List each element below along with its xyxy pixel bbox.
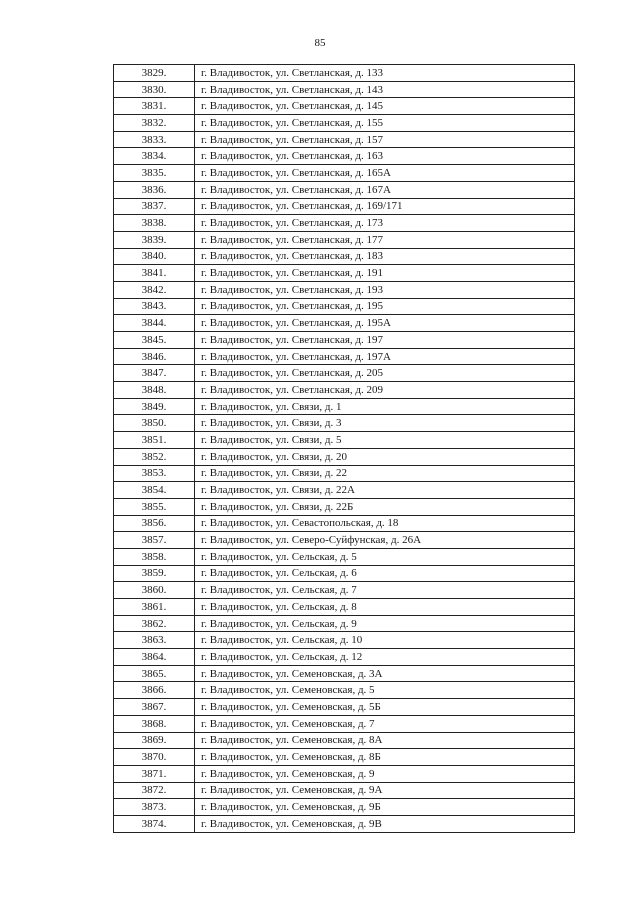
- row-number-cell: 3872.: [114, 782, 195, 799]
- address-cell: г. Владивосток, ул. Светланская, д. 197А: [195, 348, 575, 365]
- row-number-cell: 3844.: [114, 315, 195, 332]
- table-row: [114, 181, 575, 198]
- table-row: [114, 715, 575, 732]
- address-cell: г. Владивосток, ул. Связи, д. 20: [195, 448, 575, 465]
- row-number-cell: 3857.: [114, 532, 195, 549]
- address-cell: г. Владивосток, ул. Семеновская, д. 5Б: [195, 699, 575, 716]
- table-row: [114, 215, 575, 232]
- table-row: [114, 498, 575, 515]
- row-number-cell: 3851.: [114, 432, 195, 449]
- address-cell: г. Владивосток, ул. Сельская, д. 6: [195, 565, 575, 582]
- row-number-cell: 3854.: [114, 482, 195, 499]
- table-row: [114, 382, 575, 399]
- table-row: [114, 615, 575, 632]
- table-row: [114, 198, 575, 215]
- address-cell: г. Владивосток, ул. Семеновская, д. 9Б: [195, 799, 575, 816]
- table-row: [114, 65, 575, 82]
- address-cell: г. Владивосток, ул. Связи, д. 22А: [195, 482, 575, 499]
- address-cell: г. Владивосток, ул. Светланская, д. 145: [195, 98, 575, 115]
- address-cell: г. Владивосток, ул. Сельская, д. 9: [195, 615, 575, 632]
- table-row: [114, 115, 575, 132]
- table-row: [114, 815, 575, 832]
- table-row: [114, 131, 575, 148]
- row-number-cell: 3845.: [114, 332, 195, 349]
- row-number-cell: 3831.: [114, 98, 195, 115]
- address-cell: г. Владивосток, ул. Светланская, д. 197: [195, 332, 575, 349]
- address-cell: г. Владивосток, ул. Семеновская, д. 9В: [195, 815, 575, 832]
- row-number-cell: 3833.: [114, 131, 195, 148]
- address-cell: г. Владивосток, ул. Светланская, д. 205: [195, 365, 575, 382]
- row-number-cell: 3860.: [114, 582, 195, 599]
- address-cell: г. Владивосток, ул. Светланская, д. 167А: [195, 181, 575, 198]
- address-cell: г. Владивосток, ул. Светланская, д. 183: [195, 248, 575, 265]
- row-number-cell: 3836.: [114, 181, 195, 198]
- table-row: [114, 582, 575, 599]
- table-row: [114, 665, 575, 682]
- row-number-cell: 3858.: [114, 548, 195, 565]
- row-number-cell: 3867.: [114, 699, 195, 716]
- table-row: [114, 749, 575, 766]
- address-cell: г. Владивосток, ул. Светланская, д. 163: [195, 148, 575, 165]
- address-cell: г. Владивосток, ул. Связи, д. 3: [195, 415, 575, 432]
- row-number-cell: 3853.: [114, 465, 195, 482]
- table-row: [114, 599, 575, 616]
- address-cell: г. Владивосток, ул. Сельская, д. 10: [195, 632, 575, 649]
- row-number-cell: 3856.: [114, 515, 195, 532]
- table-row: [114, 348, 575, 365]
- address-cell: г. Владивосток, ул. Севастопольская, д. 18: [195, 515, 575, 532]
- row-number-cell: 3861.: [114, 599, 195, 616]
- table-row: [114, 448, 575, 465]
- row-number-cell: 3843.: [114, 298, 195, 315]
- table-row: [114, 515, 575, 532]
- row-number-cell: 3859.: [114, 565, 195, 582]
- row-number-cell: 3862.: [114, 615, 195, 632]
- table-row: [114, 365, 575, 382]
- address-cell: г. Владивосток, ул. Семеновская, д. 8А: [195, 732, 575, 749]
- table-row: [114, 649, 575, 666]
- address-cell: г. Владивосток, ул. Семеновская, д. 8Б: [195, 749, 575, 766]
- row-number-cell: 3837.: [114, 198, 195, 215]
- table-row: [114, 765, 575, 782]
- table-row: [114, 682, 575, 699]
- table-row: [114, 465, 575, 482]
- table-row: [114, 565, 575, 582]
- table-row: [114, 632, 575, 649]
- table-row: [114, 415, 575, 432]
- table-row: [114, 98, 575, 115]
- address-cell: г. Владивосток, ул. Северо-Суйфунская, д. 26А: [195, 532, 575, 549]
- row-number-cell: 3865.: [114, 665, 195, 682]
- row-number-cell: 3849.: [114, 398, 195, 415]
- row-number-cell: 3834.: [114, 148, 195, 165]
- row-number-cell: 3832.: [114, 115, 195, 132]
- row-number-cell: 3863.: [114, 632, 195, 649]
- table-row: [114, 432, 575, 449]
- address-cell: г. Владивосток, ул. Светланская, д. 195: [195, 298, 575, 315]
- address-cell: г. Владивосток, ул. Светланская, д. 155: [195, 115, 575, 132]
- address-cell: г. Владивосток, ул. Связи, д. 22Б: [195, 498, 575, 515]
- address-cell: г. Владивосток, ул. Семеновская, д. 7: [195, 715, 575, 732]
- table-row: [114, 699, 575, 716]
- address-cell: г. Владивосток, ул. Светланская, д. 177: [195, 231, 575, 248]
- address-cell: г. Владивосток, ул. Семеновская, д. 9А: [195, 782, 575, 799]
- address-cell: г. Владивосток, ул. Светланская, д. 133: [195, 65, 575, 82]
- address-cell: г. Владивосток, ул. Связи, д. 5: [195, 432, 575, 449]
- row-number-cell: 3855.: [114, 498, 195, 515]
- row-number-cell: 3848.: [114, 382, 195, 399]
- table-row: [114, 482, 575, 499]
- row-number-cell: 3871.: [114, 765, 195, 782]
- address-table-body: [114, 65, 575, 833]
- address-cell: г. Владивосток, ул. Светланская, д. 143: [195, 81, 575, 98]
- table-row: [114, 782, 575, 799]
- address-cell: г. Владивосток, ул. Светланская, д. 169/171: [195, 198, 575, 215]
- address-cell: г. Владивосток, ул. Светланская, д. 195А: [195, 315, 575, 332]
- row-number-cell: 3842.: [114, 281, 195, 298]
- table-row: [114, 298, 575, 315]
- row-number-cell: 3839.: [114, 231, 195, 248]
- table-row: [114, 165, 575, 182]
- row-number-cell: 3852.: [114, 448, 195, 465]
- row-number-cell: 3847.: [114, 365, 195, 382]
- row-number-cell: 3874.: [114, 815, 195, 832]
- address-cell: г. Владивосток, ул. Семеновская, д. 3А: [195, 665, 575, 682]
- table-row: [114, 231, 575, 248]
- page-number: 85: [314, 37, 326, 49]
- table-row: [114, 315, 575, 332]
- address-table: [113, 64, 575, 833]
- table-row: [114, 398, 575, 415]
- address-cell: г. Владивосток, ул. Семеновская, д. 5: [195, 682, 575, 699]
- address-cell: г. Владивосток, ул. Семеновская, д. 9: [195, 765, 575, 782]
- address-cell: г. Владивосток, ул. Сельская, д. 7: [195, 582, 575, 599]
- table-row: [114, 81, 575, 98]
- table-row: [114, 332, 575, 349]
- row-number-cell: 3835.: [114, 165, 195, 182]
- row-number-cell: 3846.: [114, 348, 195, 365]
- address-cell: г. Владивосток, ул. Сельская, д. 8: [195, 599, 575, 616]
- address-cell: г. Владивосток, ул. Светланская, д. 165А: [195, 165, 575, 182]
- row-number-cell: 3838.: [114, 215, 195, 232]
- table-row: [114, 265, 575, 282]
- row-number-cell: 3866.: [114, 682, 195, 699]
- row-number-cell: 3870.: [114, 749, 195, 766]
- row-number-cell: 3869.: [114, 732, 195, 749]
- table-row: [114, 799, 575, 816]
- row-number-cell: 3864.: [114, 649, 195, 666]
- table-row: [114, 732, 575, 749]
- row-number-cell: 3850.: [114, 415, 195, 432]
- row-number-cell: 3868.: [114, 715, 195, 732]
- address-cell: г. Владивосток, ул. Светланская, д. 191: [195, 265, 575, 282]
- row-number-cell: 3840.: [114, 248, 195, 265]
- address-cell: г. Владивосток, ул. Светланская, д. 157: [195, 131, 575, 148]
- address-cell: г. Владивосток, ул. Светланская, д. 209: [195, 382, 575, 399]
- row-number-cell: 3830.: [114, 81, 195, 98]
- row-number-cell: 3873.: [114, 799, 195, 816]
- table-row: [114, 548, 575, 565]
- table-row: [114, 281, 575, 298]
- table-row: [114, 148, 575, 165]
- address-cell: г. Владивосток, ул. Связи, д. 1: [195, 398, 575, 415]
- address-cell: г. Владивосток, ул. Сельская, д. 5: [195, 548, 575, 565]
- row-number-cell: 3829.: [114, 65, 195, 82]
- address-cell: г. Владивосток, ул. Сельская, д. 12: [195, 649, 575, 666]
- address-cell: г. Владивосток, ул. Связи, д. 22: [195, 465, 575, 482]
- address-cell: г. Владивосток, ул. Светланская, д. 193: [195, 281, 575, 298]
- table-row: [114, 248, 575, 265]
- row-number-cell: 3841.: [114, 265, 195, 282]
- address-cell: г. Владивосток, ул. Светланская, д. 173: [195, 215, 575, 232]
- table-row: [114, 532, 575, 549]
